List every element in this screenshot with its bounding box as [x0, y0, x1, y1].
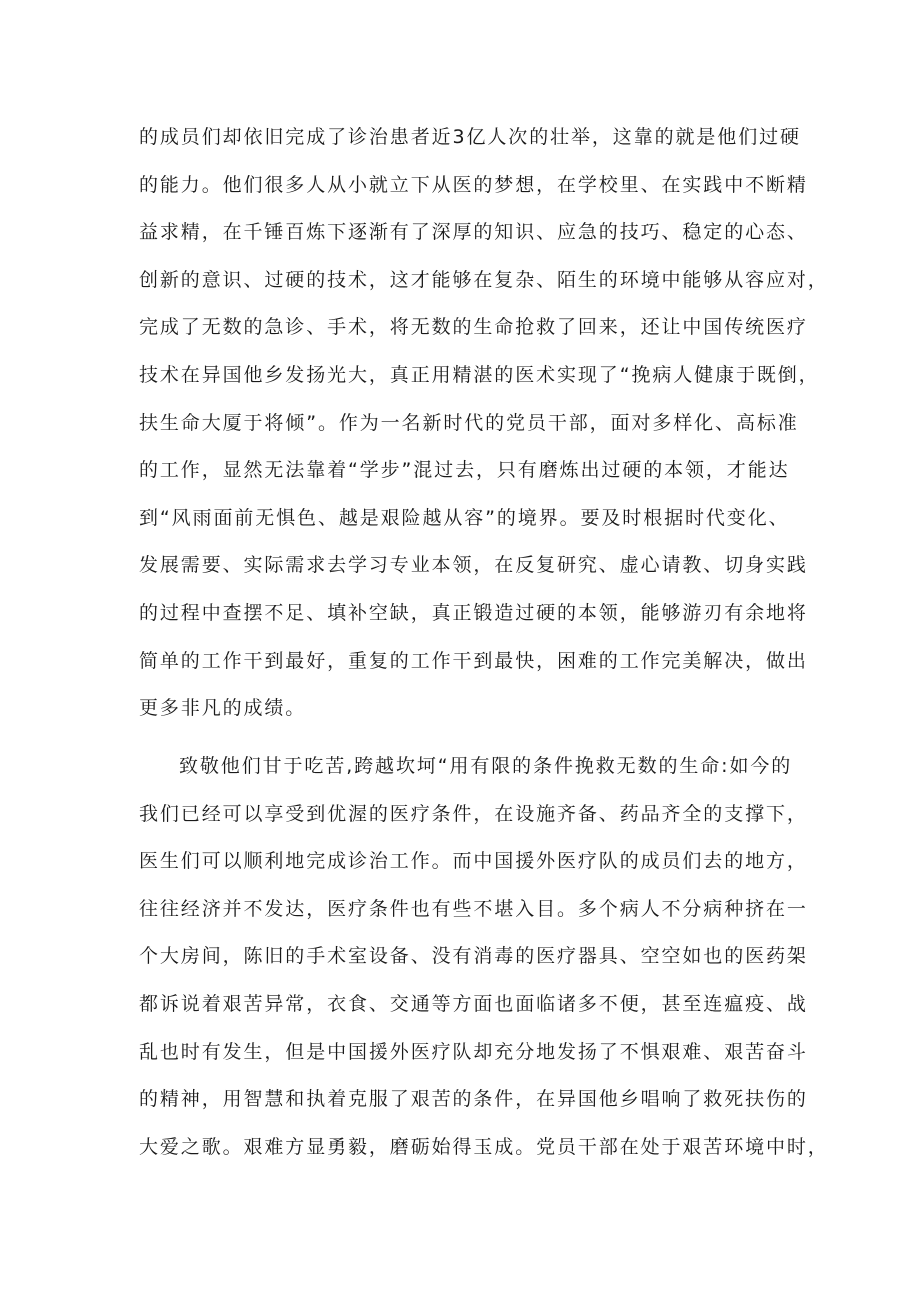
- paragraph-line: 发展需要、实际需求去学习专业本领，在反复研究、虚心请教、切身实践: [139, 554, 808, 577]
- paragraph-line: 乱也时有发生，但是中国援外医疗队却充分地发扬了不惧艰难、艰苦奋斗: [139, 1040, 808, 1063]
- paragraph-line: 大爱之歌。艰难方显勇毅，磨砺始得玉成。党员干部在处于艰苦环境中时，: [139, 1135, 829, 1158]
- paragraph-line: 往往经济并不发达，医疗条件也有些不堪入目。多个病人不分病种挤在一: [139, 897, 808, 920]
- paragraph-line: 我们已经可以享受到优渥的医疗条件，在设施齐备、药品齐全的支撑下，: [139, 802, 808, 825]
- paragraph-line: 致敬他们甘于吃苦,跨越坎坷“用有限的条件挽救无数的生命:如今的: [179, 755, 793, 777]
- paragraph-line: 创新的意识、过硬的技术，这才能够在复杂、陌生的环境中能够从容应对，: [139, 268, 829, 291]
- paragraph-line: 技术在异国他乡发扬光大，真正用精湛的医术实现了“挽病人健康于既倒，: [139, 363, 820, 386]
- paragraph-line: 的工作，显然无法靠着“学步”混过去，只有磨炼出过硬的本领，才能达: [139, 459, 790, 482]
- paragraph-line: 个大房间，陈旧的手术室设备、没有消毒的医疗器具、空空如也的医药架: [139, 945, 808, 968]
- paragraph-line: 简单的工作干到最好，重复的工作干到最快，困难的工作完美解决，做出: [139, 649, 808, 672]
- paragraph-1: [139, 114, 829, 733]
- paragraph-line: 的过程中查摆不足、填补空缺，真正锻造过硬的本领，能够游刃有余地将: [139, 601, 808, 624]
- paragraph-2: [139, 743, 829, 1171]
- paragraph-line: 完成了无数的急诊、手术，将无数的生命抢救了回来，还让中国传统医疗: [139, 316, 808, 339]
- paragraph-line: 医生们可以顺利地完成诊治工作。而中国援外医疗队的成员们去的地方，: [139, 850, 808, 873]
- paragraph-line: 到“风雨面前无惧色、越是艰险越从容”的境界。要及时根据时代变化、: [139, 506, 790, 529]
- paragraph-line: 都诉说着艰苦异常，衣食、交通等方面也面临诸多不便，甚至连瘟疫、战: [139, 992, 808, 1015]
- paragraph-line: 更多非凡的成绩。: [139, 697, 307, 720]
- paragraph-line: 的能力。他们很多人从小就立下从医的梦想，在学校里、在实践中不断精: [139, 173, 808, 196]
- paragraph-line: 的精神，用智慧和执着克服了艰苦的条件，在异国他乡唱响了救死扶伤的: [139, 1088, 808, 1111]
- paragraph-line: 益求精，在千锤百炼下逐渐有了深厚的知识、应急的技巧、稳定的心态、: [139, 221, 808, 244]
- paragraph-line: 的成员们却依旧完成了诊治患者近3亿人次的壮举，这靠的就是他们过硬: [139, 126, 801, 148]
- paragraph-line: 扶生命大厦于将倾”。作为一名新时代的党员干部，面对多样化、高标准: [139, 411, 799, 434]
